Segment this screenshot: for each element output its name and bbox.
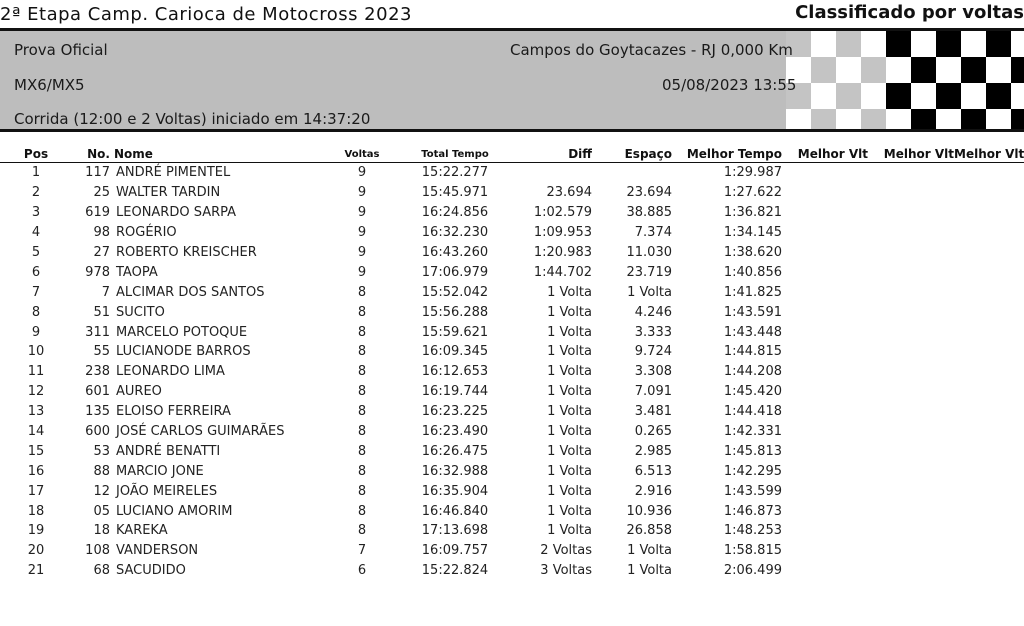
cell-number: 135 [85,404,110,420]
table-row [0,322,1024,342]
cell-diff: 1 Volta [547,424,592,440]
cell-best-lap-2 [868,302,954,322]
table-header-row [0,146,1024,163]
cell-total-time: 16:12.653 [421,364,489,380]
cell-diff: 1:44.702 [533,264,592,280]
cell-best-time: 1:29.987 [723,165,782,181]
cell-diff: 1:09.953 [533,225,592,241]
cell-number: 98 [93,225,110,241]
classification-title: Classificado por voltas [795,2,1024,23]
cell-best-lap-2 [868,402,954,422]
cell-number: 12 [93,483,110,499]
cell-best-lap-2 [868,223,954,243]
cell-name: KAREKA [116,523,168,539]
cell-best-time: 1:43.591 [723,304,782,320]
results-table [0,146,1024,581]
cell-pos: 3 [31,205,41,221]
cell-total-time: 16:32.230 [421,225,489,241]
cell-total-time: 15:22.277 [421,165,489,181]
cell-total-time: 15:22.824 [421,563,489,579]
cell-best-lap-3 [954,163,1024,183]
cell-number: 619 [85,205,110,221]
cell-best-time: 1:48.253 [723,523,782,539]
cell-best-lap-1 [782,163,868,183]
cell-pos: 17 [27,483,45,499]
cell-best-time: 1:44.208 [723,364,782,380]
cell-best-lap-3 [954,183,1024,203]
cell-diff: 1 Volta [547,304,592,320]
cell-diff: 1 Volta [547,503,592,519]
table-row [0,262,1024,282]
cell-best-lap-2 [868,422,954,442]
table-row [0,561,1024,581]
cell-best-lap-1 [782,561,868,581]
cell-best-lap-1 [782,362,868,382]
cell-gap [592,163,672,183]
cell-best-lap-1 [782,262,868,282]
cell-gap: 9.724 [634,344,672,360]
cell-best-lap-1 [782,223,868,243]
cell-best-time: 1:40.856 [723,264,782,280]
table-row [0,441,1024,461]
cell-laps: 8 [357,443,367,459]
cell-diff: 1:02.579 [533,205,592,221]
table-row [0,422,1024,442]
cell-diff: 1 Volta [547,463,592,479]
cell-best-lap-1 [782,541,868,561]
cell-gap: 10.936 [626,503,672,519]
cell-best-lap-1 [782,302,868,322]
cell-number: 117 [85,165,110,181]
col-header-best-lap-1: Melhor Vlt [782,146,868,163]
cell-pos: 2 [31,185,41,201]
cell-best-lap-3 [954,302,1024,322]
cell-best-time: 1:44.815 [723,344,782,360]
table-row [0,243,1024,263]
cell-best-lap-3 [954,243,1024,263]
table-row [0,302,1024,322]
cell-number: 88 [93,463,110,479]
cell-diff: 1 Volta [547,523,592,539]
cell-best-lap-3 [954,382,1024,402]
cell-gap: 38.885 [626,205,672,221]
cell-name: JOÃO MEIRELES [116,483,218,499]
cell-gap: 0.265 [634,424,672,440]
col-header-total-time: Total Tempo [402,146,508,163]
cell-laps: 9 [357,245,367,260]
cell-name: ROBERTO KREISCHER [116,245,257,260]
cell-number: 108 [85,543,110,559]
cell-best-time: 1:45.420 [723,384,782,400]
cell-best-lap-2 [868,243,954,263]
cell-pos: 8 [31,304,41,320]
table-row [0,282,1024,302]
cell-best-time: 1:58.815 [723,543,782,559]
cell-name: MARCELO POTOQUE [116,324,248,340]
cell-name: JOSÉ CARLOS GUIMARÃES [116,424,285,440]
cell-best-lap-2 [868,342,954,362]
cell-best-lap-1 [782,342,868,362]
cell-best-time: 1:46.873 [723,503,782,519]
cell-diff: 1 Volta [547,384,592,400]
cell-laps: 8 [357,304,367,320]
cell-best-lap-3 [954,203,1024,223]
cell-gap: 26.858 [626,523,672,539]
results-body [0,163,1024,581]
cell-gap: 11.030 [626,245,672,260]
cell-diff: 1 Volta [547,404,592,420]
cell-name: LUCIANO AMORIM [116,503,233,519]
cell-laps: 6 [357,563,367,579]
cell-name: ANDRÉ PIMENTEL [116,165,231,181]
cell-number: 311 [85,324,110,340]
col-header-pos: Pos [0,146,72,163]
cell-best-time: 2:06.499 [723,563,782,579]
cell-best-time: 1:34.145 [723,225,782,241]
cell-number: 55 [93,344,110,360]
cell-pos: 11 [27,364,45,380]
cell-name: ROGÉRIO [116,225,177,241]
cell-best-lap-2 [868,461,954,481]
cell-gap: 1 Volta [627,284,672,300]
cell-best-lap-1 [782,461,868,481]
cell-pos: 20 [27,543,45,559]
table-row [0,342,1024,362]
cell-best-lap-2 [868,183,954,203]
cell-total-time: 16:19.744 [421,384,489,400]
cell-total-time: 16:26.475 [421,443,489,459]
cell-name: LUCIANODE BARROS [116,344,251,360]
cell-best-time: 1:42.331 [723,424,782,440]
cell-gap: 1 Volta [627,543,672,559]
cell-best-lap-1 [782,382,868,402]
cell-best-lap-3 [954,441,1024,461]
cell-pos: 19 [27,523,45,539]
cell-best-lap-3 [954,422,1024,442]
cell-total-time: 15:59.621 [421,324,489,340]
cell-best-lap-2 [868,362,954,382]
cell-gap: 7.091 [634,384,672,400]
table-row [0,362,1024,382]
cell-number: 51 [93,304,110,320]
cell-name: ELOISO FERREIRA [116,404,231,420]
cell-total-time: 16:35.904 [421,483,489,499]
table-row [0,402,1024,422]
cell-laps: 8 [357,384,367,400]
cell-laps: 8 [357,404,367,420]
category-label: MX6/MX5 [14,76,85,94]
cell-best-lap-3 [954,362,1024,382]
cell-best-lap-3 [954,262,1024,282]
cell-best-lap-3 [954,282,1024,302]
cell-name: ANDRÉ BENATTI [116,443,221,459]
cell-laps: 8 [357,503,367,519]
cell-pos: 13 [27,404,45,420]
cell-pos: 18 [27,503,45,519]
cell-diff [508,163,592,183]
cell-diff: 23.694 [546,185,592,201]
cell-best-lap-3 [954,501,1024,521]
cell-name: SACUDIDO [116,563,186,579]
cell-best-lap-2 [868,541,954,561]
cell-best-time: 1:38.620 [723,245,782,260]
cell-pos: 15 [27,443,45,459]
cell-laps: 7 [357,543,367,559]
cell-best-lap-1 [782,422,868,442]
cell-laps: 9 [357,185,367,201]
event-title: 2ª Etapa Camp. Carioca de Motocross 2023 [0,4,412,25]
col-header-diff: Diff [508,146,592,163]
cell-best-lap-3 [954,223,1024,243]
cell-best-time: 1:41.825 [723,284,782,300]
cell-best-lap-1 [782,243,868,263]
cell-diff: 1 Volta [547,364,592,380]
cell-total-time: 15:45.971 [421,185,489,201]
cell-best-lap-3 [954,402,1024,422]
cell-best-lap-2 [868,163,954,183]
col-header-best-lap-3: Melhor Vlt [954,147,1024,161]
cell-laps: 8 [357,324,367,340]
cell-number: 18 [93,523,110,539]
cell-best-lap-3 [954,561,1024,581]
cell-gap: 2.916 [634,483,672,499]
cell-pos: 14 [27,424,45,440]
table-row [0,501,1024,521]
cell-total-time: 16:09.345 [421,344,489,360]
cell-best-lap-2 [868,521,954,541]
cell-best-lap-3 [954,342,1024,362]
col-header-name: Nome [110,146,322,163]
cell-gap: 3.333 [634,324,672,340]
race-header-panel [0,28,1024,132]
cell-name: MARCIO JONE [116,463,204,479]
cell-gap: 4.246 [634,304,672,320]
cell-best-time: 1:27.622 [723,185,782,201]
cell-best-lap-1 [782,282,868,302]
date-time-label: 05/08/2023 13:55 [662,76,797,94]
col-header-number: No. [72,146,110,163]
cell-total-time: 16:32.988 [421,463,489,479]
cell-pos: 5 [31,245,41,260]
cell-best-lap-1 [782,322,868,342]
location-label: Campos do Goytacazes - RJ 0,000 Km [510,41,793,59]
cell-best-time: 1:43.599 [723,483,782,499]
cell-laps: 8 [357,364,367,380]
cell-gap: 3.481 [634,404,672,420]
cell-name: AUREO [116,384,162,400]
cell-best-lap-1 [782,203,868,223]
cell-pos: 21 [27,563,45,579]
cell-number: 978 [85,264,110,280]
cell-name: TAOPA [116,264,158,280]
cell-gap: 1 Volta [627,563,672,579]
cell-diff: 3 Voltas [540,563,592,579]
table-row [0,163,1024,183]
cell-total-time: 15:52.042 [421,284,489,300]
table-row [0,183,1024,203]
cell-laps: 8 [357,344,367,360]
cell-pos: 1 [31,165,41,181]
cell-best-time: 1:43.448 [723,324,782,340]
cell-best-lap-1 [782,481,868,501]
cell-diff: 1 Volta [547,483,592,499]
cell-diff: 1 Volta [547,344,592,360]
cell-number: 600 [85,424,110,440]
cell-best-lap-2 [868,561,954,581]
cell-best-time: 1:44.418 [723,404,782,420]
cell-laps: 8 [357,284,367,300]
cell-pos: 10 [27,344,45,360]
cell-diff: 1:20.983 [533,245,592,260]
checkered-flag-icon [786,31,1024,132]
table-row [0,461,1024,481]
table-row [0,203,1024,223]
cell-number: 68 [93,563,110,579]
cell-number: 238 [85,364,110,380]
cell-pos: 7 [31,284,41,300]
cell-total-time: 16:23.490 [421,424,489,440]
cell-best-lap-2 [868,203,954,223]
cell-gap: 23.719 [626,264,672,280]
cell-name: ALCIMAR DOS SANTOS [116,284,265,300]
cell-best-lap-3 [954,322,1024,342]
cell-gap: 23.694 [626,185,672,201]
cell-number: 25 [93,185,110,201]
cell-total-time: 16:43.260 [421,245,489,260]
cell-best-time: 1:42.295 [723,463,782,479]
cell-diff: 1 Volta [547,324,592,340]
cell-best-lap-2 [868,262,954,282]
cell-best-lap-3 [954,541,1024,561]
cell-total-time: 17:13.698 [421,523,489,539]
cell-gap: 7.374 [634,225,672,241]
table-row [0,223,1024,243]
cell-name: SUCITO [116,304,165,320]
cell-laps: 8 [357,463,367,479]
cell-pos: 12 [27,384,45,400]
cell-best-lap-2 [868,282,954,302]
cell-laps: 9 [357,205,367,221]
race-info-label: Corrida (12:00 e 2 Voltas) iniciado em 14:37:20 [14,110,371,128]
cell-gap: 2.985 [634,443,672,459]
cell-pos: 4 [31,225,41,241]
cell-best-lap-2 [868,322,954,342]
cell-best-lap-2 [868,501,954,521]
cell-name: LEONARDO LIMA [116,364,225,380]
col-header-best-lap-2: Melhor Vlt [868,146,954,163]
cell-total-time: 16:09.757 [421,543,489,559]
cell-gap: 3.308 [634,364,672,380]
cell-laps: 8 [357,424,367,440]
cell-best-lap-3 [954,521,1024,541]
cell-number: 53 [93,443,110,459]
cell-best-lap-1 [782,521,868,541]
cell-pos: 6 [31,264,41,280]
cell-laps: 9 [357,264,367,280]
cell-best-lap-1 [782,183,868,203]
cell-best-lap-1 [782,441,868,461]
col-header-best-time: Melhor Tempo [672,146,782,163]
cell-total-time: 16:46.840 [421,503,489,519]
cell-name: LEONARDO SARPA [116,205,237,221]
cell-best-time: 1:36.821 [723,205,782,221]
table-row [0,382,1024,402]
cell-laps: 9 [357,225,367,241]
table-row [0,521,1024,541]
cell-diff: 2 Voltas [540,543,592,559]
col-header-laps: Voltas [322,146,402,163]
cell-total-time: 16:23.225 [421,404,489,420]
cell-best-lap-1 [782,501,868,521]
cell-name: VANDERSON [116,543,199,559]
session-label: Prova Oficial [14,41,108,59]
cell-laps: 9 [357,165,367,181]
cell-best-lap-2 [868,441,954,461]
cell-pos: 16 [27,463,45,479]
cell-total-time: 15:56.288 [421,304,489,320]
cell-total-time: 16:24.856 [421,205,489,221]
cell-best-lap-3 [954,461,1024,481]
cell-diff: 1 Volta [547,284,592,300]
cell-laps: 8 [357,523,367,539]
col-header-gap: Espaço [592,146,672,163]
cell-best-lap-3 [954,481,1024,501]
cell-best-lap-1 [782,402,868,422]
table-row [0,541,1024,561]
cell-number: 7 [101,284,110,300]
cell-total-time: 17:06.979 [421,264,489,280]
cell-laps: 8 [357,483,367,499]
cell-best-lap-2 [868,382,954,402]
cell-number: 601 [85,384,110,400]
cell-gap: 6.513 [634,463,672,479]
cell-best-lap-2 [868,481,954,501]
cell-diff: 1 Volta [547,443,592,459]
table-row [0,481,1024,501]
cell-number: 05 [93,503,110,519]
cell-name: WALTER TARDIN [116,185,221,201]
cell-number: 27 [93,245,110,260]
cell-pos: 9 [31,324,41,340]
cell-best-time: 1:45.813 [723,443,782,459]
